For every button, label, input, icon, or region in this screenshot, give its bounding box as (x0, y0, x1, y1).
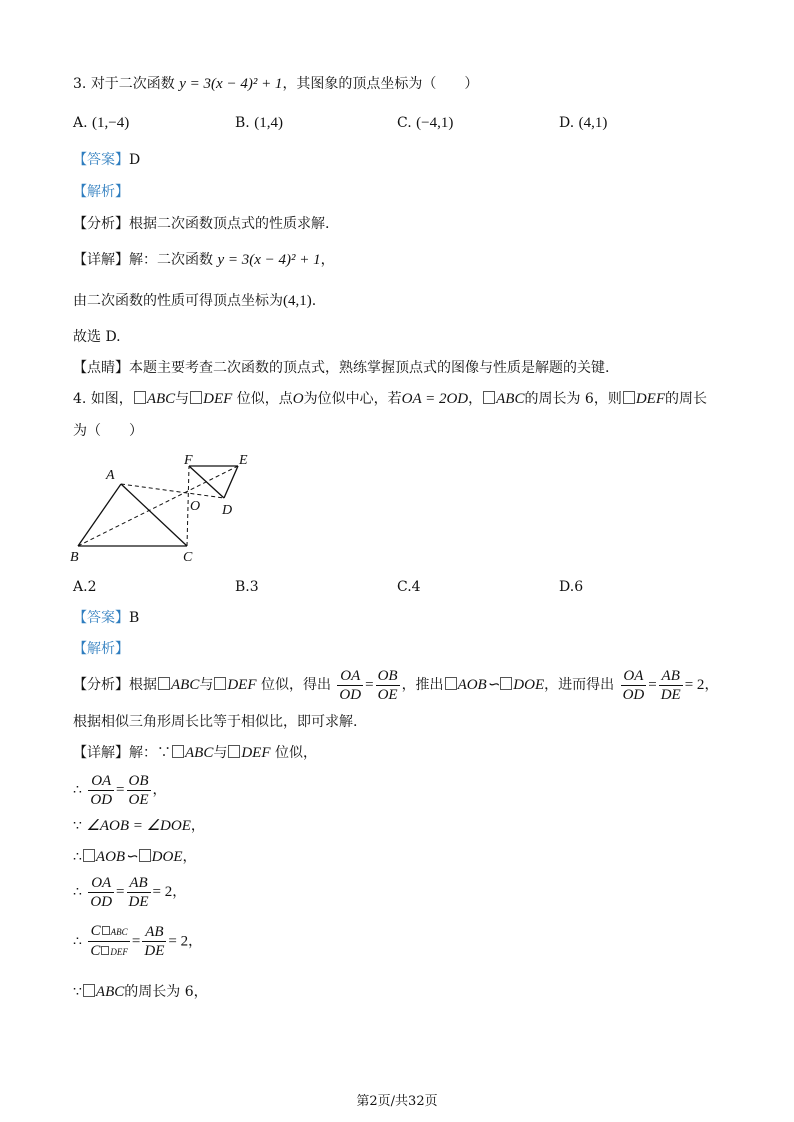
triangle-def: DEF (203, 391, 233, 407)
q4-option-d (559, 577, 583, 597)
ratio-equation: OA = 2OD (401, 391, 469, 407)
frac-den: OE (128, 791, 149, 808)
detail-text: 解：二次函数 (129, 252, 213, 268)
therefore-symbol: ∴ (73, 782, 82, 798)
stem-text: 为位似中心，若 (303, 391, 402, 407)
frac-num: OA (88, 874, 114, 893)
similar-aob: AOB∽ (457, 677, 500, 693)
q4-step-perimeter-ratio: ∴ $\frac{\text{C ABC}}{\text{C DEF}}$ = $\frac{AB}{DE}$ = 2， (73, 923, 203, 959)
segment-ac (121, 484, 187, 546)
triangle-symbol (102, 926, 110, 935)
option-value: (−4,1) (416, 115, 454, 131)
frac-den: DE (128, 893, 149, 910)
fraction-ab-de (142, 923, 166, 960)
frac-num: AB (142, 923, 166, 942)
option-label: A. (73, 115, 88, 131)
triangle-symbol (83, 849, 95, 862)
triangle-symbol (623, 391, 635, 404)
q3-stem-tail: ，其图象的顶点坐标为（ ） (282, 76, 479, 92)
option-label: B. (235, 115, 250, 131)
segment-cf-dashed (187, 466, 189, 546)
fenxi-text: 与 (199, 677, 214, 693)
stem-text: 与 (175, 391, 190, 407)
because-symbol: ∵ (73, 818, 82, 834)
q3-stem-text: 对于二次函数 (90, 76, 175, 92)
analysis-tag: 【解析】 (73, 641, 129, 657)
option-label: C. (397, 115, 412, 131)
triangle-symbol (139, 849, 151, 862)
option-value: 4 (411, 579, 421, 595)
fenxi-text: 位似，得出 (260, 677, 331, 693)
answer-value: B (129, 610, 140, 626)
comment-text: 本题主要考查二次函数的顶点式，熟练掌握顶点式的图像与性质是解题的关键. (129, 360, 610, 376)
triangle-def: DEF (635, 391, 666, 407)
label-c: C (183, 550, 193, 565)
fraction-ab-de (659, 667, 683, 704)
analysis-tag: 【解析】 (73, 184, 129, 200)
q4-option-a (73, 577, 96, 597)
segment-be-dashed (78, 466, 238, 546)
triangle-abc: ABC (171, 677, 200, 693)
fraction-ob-oe (376, 667, 400, 704)
q4-step-ratio: ∴ $\frac{OA}{OD}$ = $\frac{OB}{OE}$ ， (73, 772, 167, 808)
answer-tag: 【答案】 (73, 152, 129, 168)
option-label: D. (559, 115, 575, 131)
perimeter-c: C (90, 923, 101, 939)
q4-option-c (397, 577, 421, 597)
q4-answer (73, 608, 139, 628)
option-label: D. (559, 579, 575, 595)
similar-aob: AOB∽ (95, 849, 138, 865)
frac-num: OA (88, 772, 114, 791)
label-o: O (190, 499, 201, 514)
fenxi-tag: 【分析】 (73, 216, 129, 232)
triangle-def: DEF (241, 745, 271, 761)
fenxi-tag: 【分析】 (73, 677, 129, 693)
option-label: A. (73, 579, 88, 595)
comma: ， (182, 849, 197, 865)
q3-detail (73, 250, 335, 270)
triangle-symbol (101, 946, 109, 955)
subscript-abc: ABC (110, 927, 128, 937)
frac-num: OA (621, 667, 647, 686)
detail-text: 位似， (274, 745, 317, 761)
answer-tag: 【答案】 (73, 610, 129, 626)
comma: ， (172, 884, 187, 900)
given-text: 的周长为 6， (124, 984, 208, 1000)
triangle-symbol (190, 391, 202, 404)
therefore-symbol: ∴ (73, 884, 82, 900)
comma: ， (188, 933, 203, 950)
vertex-text: 由二次函数的性质可得顶点坐标为 (73, 293, 283, 309)
q4-geometry-figure (66, 448, 276, 568)
frac-den: DE (660, 686, 681, 703)
option-value: (1,4) (254, 115, 283, 131)
point-o: O (292, 391, 304, 407)
label-e: E (239, 453, 248, 468)
comma: ， (152, 782, 167, 798)
label-d: D (222, 503, 233, 518)
frac-num: OB (128, 772, 149, 789)
therefore-symbol: ∴ (73, 933, 82, 950)
fraction-ob-oe (127, 772, 151, 809)
label-a: A (106, 468, 115, 483)
because-symbol: ∵ (73, 984, 82, 1000)
comma: ， (190, 818, 205, 834)
frac-num: OA (337, 667, 363, 686)
label-b: B (70, 550, 79, 565)
q3-analysis-tag (73, 182, 129, 202)
detail-tag: 【详解】 (73, 252, 129, 268)
frac-den: OD (90, 791, 113, 808)
detail-tag: 【详解】 (73, 745, 129, 761)
q4-option-b (235, 577, 259, 597)
segment-ed (224, 466, 238, 498)
stem-text: 位似，点 (236, 391, 293, 407)
segment-ab (78, 484, 121, 546)
fenxi-text: 根据 (129, 677, 157, 693)
option-value: (1,−4) (92, 115, 130, 131)
fraction-oa-od (88, 874, 114, 911)
q3-choose (73, 327, 121, 347)
frac-den (88, 942, 130, 961)
stem-text: 如图， (90, 391, 133, 407)
equals-two: = 2 (152, 884, 173, 900)
fraction-oa-od (621, 667, 647, 704)
q3-function: y = 3(x − 4)² + 1 (179, 76, 283, 92)
triangle-symbol (134, 391, 146, 404)
equals-two: = 2 (168, 933, 189, 950)
vertex-tail: . (311, 293, 317, 309)
triangle-symbol (228, 745, 240, 758)
triangle-def: DEF (227, 677, 257, 693)
option-value: (4,1) (578, 115, 608, 131)
q4-fenxi-line2 (73, 712, 357, 732)
choose-text: 故选 D. (73, 329, 121, 345)
detail-tail: ， (320, 252, 335, 268)
triangle-abc: ABC (185, 745, 214, 761)
frac-den: OD (622, 686, 645, 703)
fenxi-text: 根据相似三角形周长比等于相似比，即可求解. (73, 714, 358, 730)
q3-number: 3. (73, 76, 87, 92)
triangle-symbol (158, 677, 170, 690)
triangle-doe: DOE (513, 677, 545, 693)
q4-step-angle (73, 816, 205, 836)
q3-option-d (559, 113, 607, 133)
stem-text: 的周长为 6，则 (524, 391, 622, 407)
stem-text: 的周长 (665, 391, 708, 407)
option-value: 2 (87, 579, 97, 595)
q4-step-given (73, 982, 208, 1002)
q4-step-similar (73, 847, 196, 867)
frac-den: OD (339, 686, 362, 703)
fraction-ab-de (127, 874, 151, 911)
triangle-symbol (172, 745, 184, 758)
fenxi-text: ，进而得出 (544, 677, 615, 693)
triangle-abc: ABC (496, 391, 525, 407)
frac-num: AB (127, 874, 151, 893)
q3-vertex-line (73, 291, 316, 311)
comment-tag: 【点睛】 (73, 360, 129, 376)
fenxi-text: ， (704, 677, 719, 693)
q3-fenxi (73, 214, 329, 234)
option-label: B. (235, 579, 250, 595)
q3-stem (73, 74, 478, 94)
stem-text: ， (468, 391, 483, 407)
segment-ad-dashed (121, 484, 224, 498)
fraction-perimeters (88, 922, 130, 961)
triangle-symbol (83, 984, 95, 997)
q3-option-b (235, 113, 283, 133)
stem-text: 为（ ） (73, 423, 143, 439)
vertex-value: (4,1) (283, 293, 312, 309)
frac-num: OB (377, 667, 398, 684)
answer-value: D (129, 152, 141, 168)
q4-stem-line2 (73, 421, 143, 441)
detail-function: y = 3(x − 4)² + 1 (217, 252, 321, 268)
triangle-symbol (445, 677, 457, 690)
triangle-abc: ABC (146, 391, 176, 407)
frac-den: OE (377, 686, 398, 703)
fraction-oa-od (337, 667, 363, 704)
fraction-oa-od (88, 772, 114, 809)
triangle-doe: DOE (151, 849, 183, 865)
q4-stem-line1 (73, 389, 707, 409)
triangle-symbol (483, 391, 495, 404)
triangle-symbol (214, 677, 226, 690)
q4-detail (73, 743, 317, 763)
triangle-abc: ABC (95, 984, 125, 1000)
equals-two: = 2 (684, 677, 705, 693)
detail-text: 与 (213, 745, 228, 761)
perimeter-c: C (90, 943, 101, 959)
frac-den: OD (90, 893, 113, 910)
q4-analysis-tag (73, 639, 129, 659)
q4-number: 4. (73, 391, 87, 407)
therefore-symbol: ∴ (73, 849, 82, 865)
option-value: 6 (574, 579, 584, 595)
triangle-symbol (500, 677, 512, 690)
subscript-def: DEF (110, 947, 128, 957)
frac-num: AB (659, 667, 683, 686)
fenxi-text: 根据二次函数顶点式的性质求解. (129, 216, 330, 232)
q3-answer (73, 150, 140, 170)
angle-equation: ∠AOB = ∠DOE (86, 818, 191, 834)
option-value: 3 (249, 579, 259, 595)
detail-text: 解：∵ (129, 745, 171, 761)
page-footer: 第2页/共32页 (356, 1094, 438, 1109)
frac-num (88, 922, 130, 942)
q3-option-c (397, 113, 453, 133)
label-f: F (184, 453, 193, 468)
q4-step-ratio2: ∴ $\frac{OA}{OD}$ = $\frac{AB}{DE}$ = 2， (73, 874, 187, 910)
frac-den: DE (144, 943, 165, 959)
option-label: C. (397, 579, 412, 595)
q3-comment (73, 358, 609, 378)
q3-option-a (73, 113, 129, 133)
fenxi-text: ，推出 (401, 677, 444, 693)
q4-fenxi: 【分析】根据 ABC与 DEF 位似，得出 $\frac{OA}{OD}$ = $\frac{OB}{OE}$ ，推出 AOB∽ DOE，进而得出 $\frac{OA}{OD}$ = $\frac{AB}{DE}$ = 2， (73, 667, 719, 703)
